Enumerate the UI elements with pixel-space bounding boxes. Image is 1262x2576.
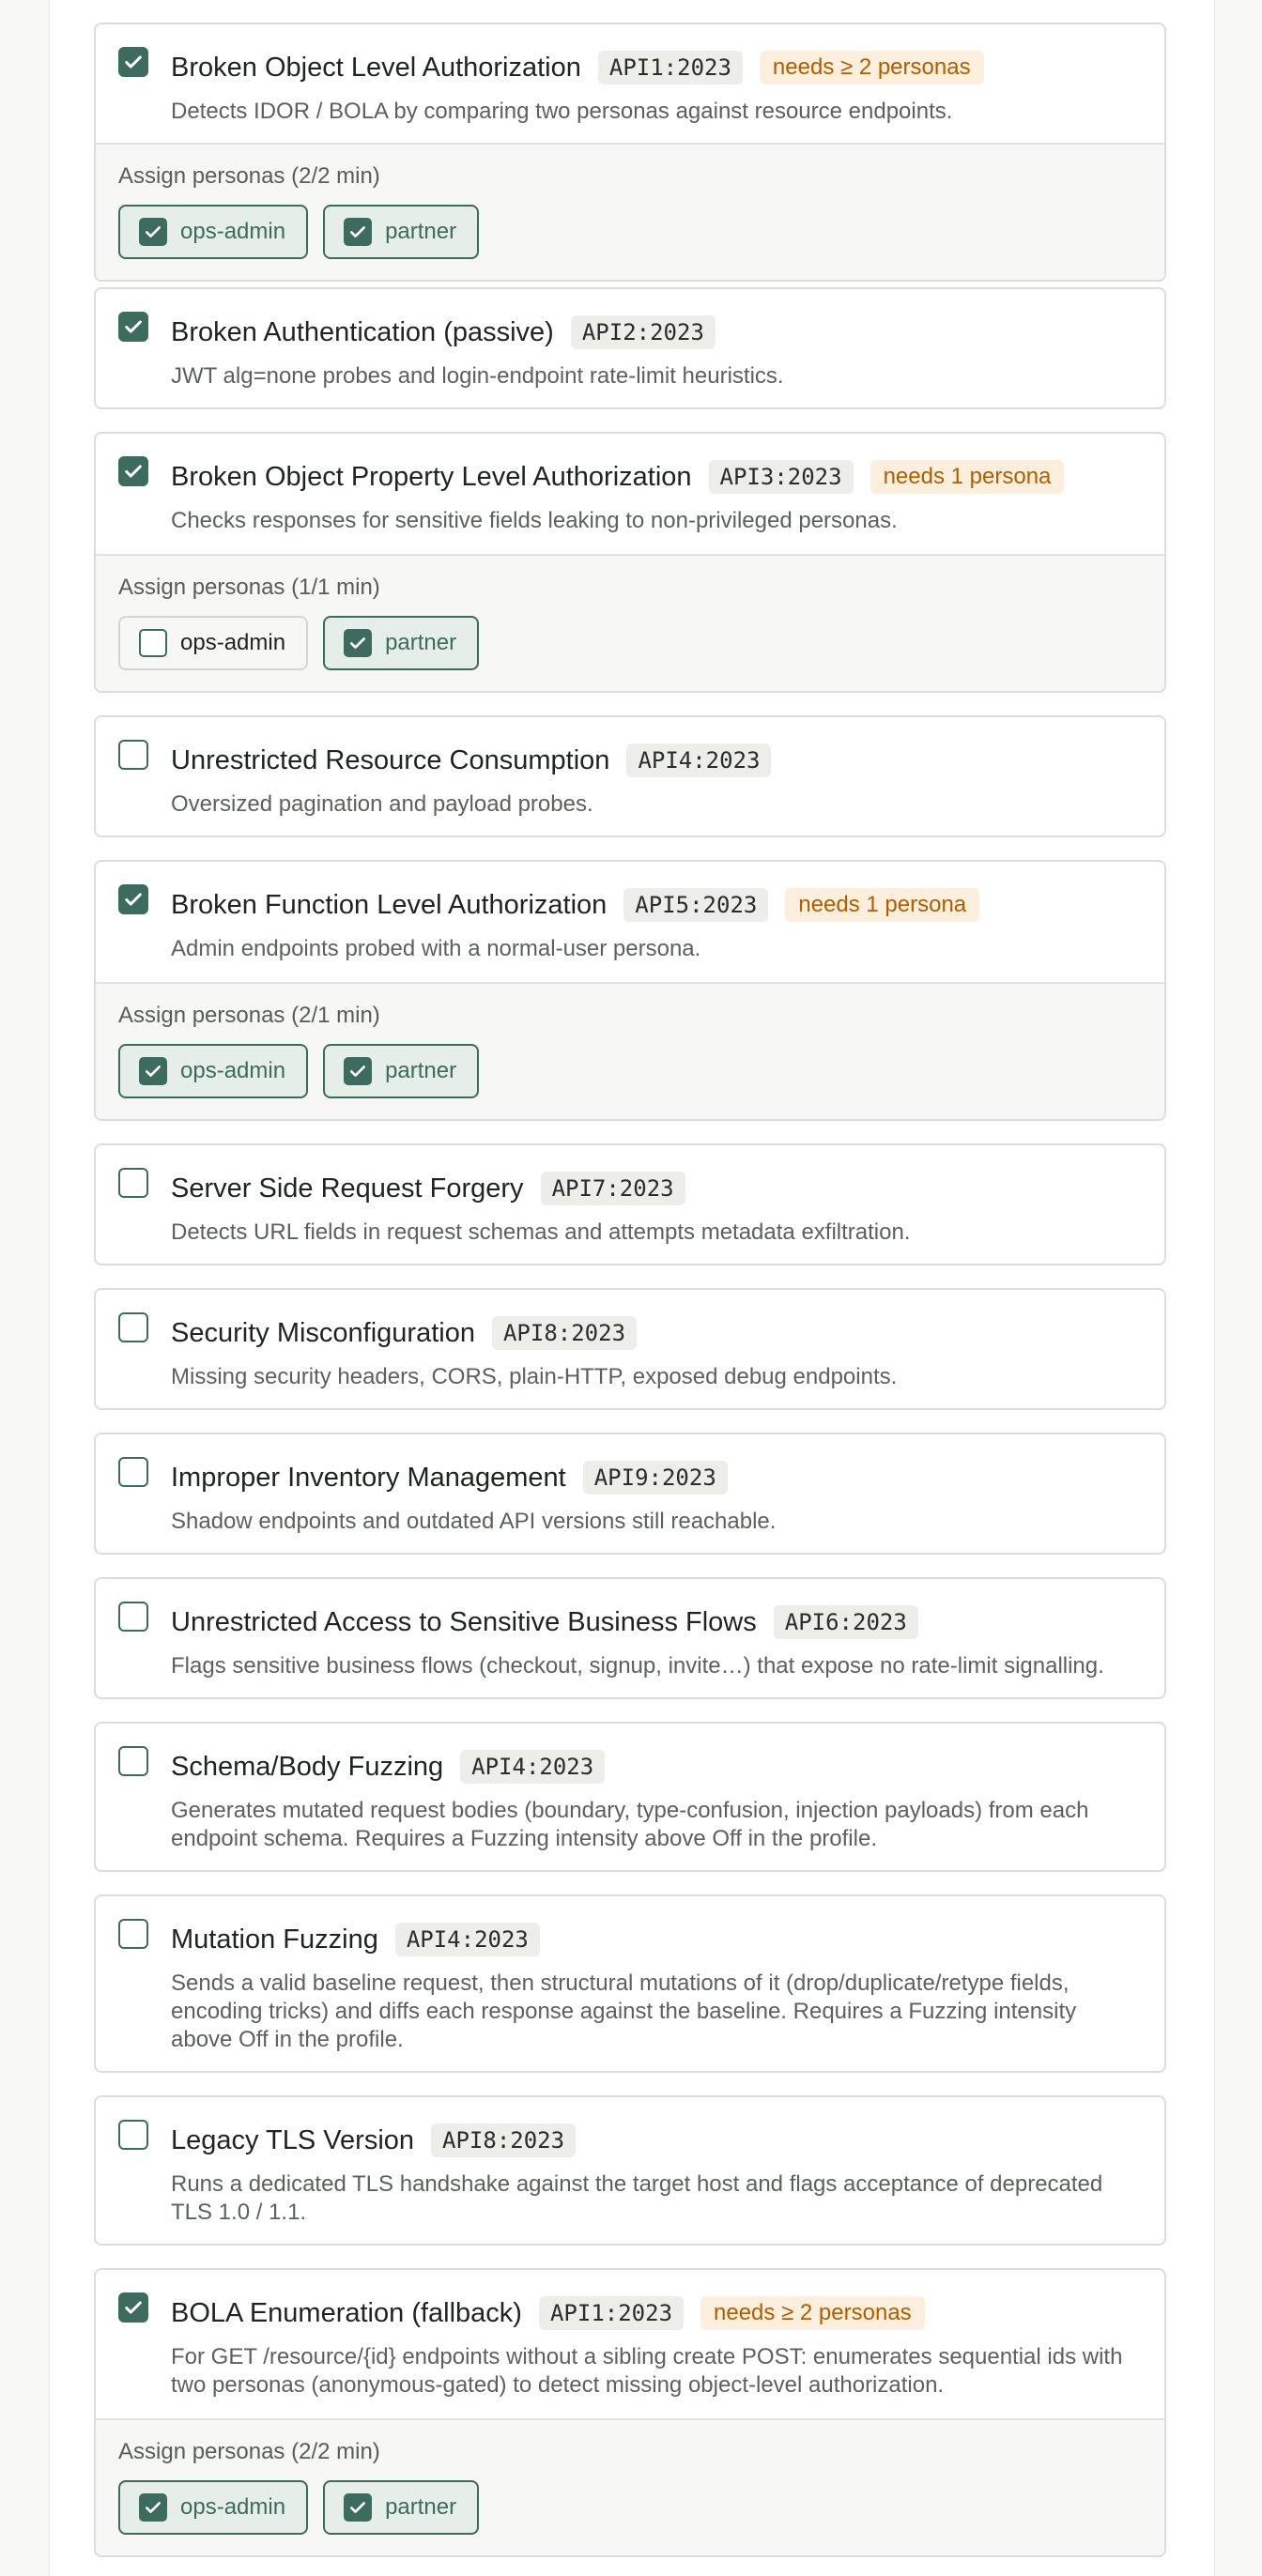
persona-chip-group xyxy=(118,616,479,670)
check-title-row xyxy=(171,1457,728,1498)
check-description: JWT alg=none probes and login-endpoint rate-limit heuristics. xyxy=(171,363,784,389)
persona-requirement-badge: needs 1 persona xyxy=(785,888,979,922)
check-enable-checkbox[interactable] xyxy=(118,1919,148,1949)
check-title: Broken Object Level Authorization xyxy=(171,52,581,83)
check-title: BOLA Enumeration (fallback) xyxy=(171,2297,522,2328)
assign-personas-label: Assign personas (2/1 min) xyxy=(118,1003,380,1028)
persona-chip-partner[interactable] xyxy=(323,616,479,670)
persona-checkbox[interactable] xyxy=(139,218,167,246)
check-description: For GET /resource/{id} endpoints without a sibling create POST: enumerates sequential ids with two personas (anonymous-gated) to detect missing object-level authorization. xyxy=(171,2344,1123,2398)
check-title-row xyxy=(171,2120,576,2161)
check-card-main xyxy=(96,2097,1164,2246)
persona-name: ops-admin xyxy=(180,630,286,655)
check-card-main xyxy=(96,434,1164,560)
persona-checkbox[interactable] xyxy=(139,629,167,657)
check-title: Security Misconfiguration xyxy=(171,1317,475,1348)
check-title: Legacy TLS Version xyxy=(171,2124,415,2155)
check-title-row xyxy=(171,47,984,88)
check-description: Admin endpoints probed with a normal-user persona. xyxy=(171,936,701,961)
check-card xyxy=(94,1433,1166,1555)
check-description: Shadow endpoints and outdated API versions still reachable. xyxy=(171,1509,777,1534)
owasp-code-badge: API8:2023 xyxy=(492,1316,637,1350)
check-title-row xyxy=(171,884,979,926)
check-description: Runs a dedicated TLS handshake against the target host and flags acceptance of deprecated TLS 1.0 / 1.1. xyxy=(171,2171,1103,2225)
persona-chip-ops-admin[interactable] xyxy=(118,205,308,259)
check-card-main xyxy=(96,1896,1164,2073)
owasp-code-badge: API3:2023 xyxy=(709,460,854,494)
owasp-code-badge: API7:2023 xyxy=(541,1172,685,1205)
persona-requirement-badge: needs 1 persona xyxy=(870,460,1065,494)
check-card-main xyxy=(96,1724,1164,1872)
check-title-row xyxy=(171,1602,918,1643)
check-description: Detects URL fields in request schemas and attempts metadata exfiltration. xyxy=(171,1219,911,1245)
check-card-main xyxy=(96,2270,1164,2424)
owasp-code-badge: API9:2023 xyxy=(583,1461,728,1495)
assign-personas-section xyxy=(96,982,1164,1119)
check-card xyxy=(94,1722,1166,1872)
persona-chip-partner[interactable] xyxy=(323,1044,479,1098)
owasp-code-badge: API1:2023 xyxy=(539,2296,684,2330)
persona-name: partner xyxy=(385,2494,457,2520)
check-card xyxy=(94,287,1166,409)
check-card-main xyxy=(96,1579,1164,1699)
check-card-main xyxy=(96,1145,1164,1265)
check-title-row xyxy=(171,1168,685,1209)
assign-personas-section xyxy=(96,143,1164,280)
persona-chip-partner[interactable] xyxy=(323,2480,479,2535)
owasp-code-badge: API4:2023 xyxy=(626,744,771,777)
assign-personas-label: Assign personas (2/2 min) xyxy=(118,2439,380,2464)
check-enable-checkbox[interactable] xyxy=(118,1746,148,1776)
persona-name: ops-admin xyxy=(180,2494,286,2520)
persona-chip-group xyxy=(118,1044,479,1098)
check-description: Generates mutated request bodies (boundary, type-confusion, injection payloads) from each endpoint schema. Requires a Fuzzing intensity above Off in the profile. xyxy=(171,1798,1089,1851)
check-enable-checkbox[interactable] xyxy=(118,2292,148,2323)
check-title: Unrestricted Access to Sensitive Business Flows xyxy=(171,1606,757,1637)
check-card-main xyxy=(96,717,1164,837)
check-title: Server Side Request Forgery xyxy=(171,1173,524,1204)
persona-checkbox[interactable] xyxy=(139,2493,167,2522)
check-enable-checkbox[interactable] xyxy=(118,47,148,77)
check-title: Unrestricted Resource Consumption xyxy=(171,744,610,775)
check-enable-checkbox[interactable] xyxy=(118,1602,148,1632)
check-enable-checkbox[interactable] xyxy=(118,884,148,914)
check-title: Mutation Fuzzing xyxy=(171,1924,378,1955)
check-card xyxy=(94,860,1166,1121)
check-description: Oversized pagination and payload probes. xyxy=(171,791,593,817)
check-enable-checkbox[interactable] xyxy=(118,312,148,342)
check-title: Broken Object Property Level Authorization xyxy=(171,461,692,492)
check-title-row xyxy=(171,1746,605,1787)
check-enable-checkbox[interactable] xyxy=(118,2120,148,2150)
check-title-row xyxy=(171,456,1064,498)
check-enable-checkbox[interactable] xyxy=(118,1457,148,1487)
assign-personas-label: Assign personas (1/1 min) xyxy=(118,575,380,600)
check-card xyxy=(94,1577,1166,1699)
check-description: Missing security headers, CORS, plain-HTTP, exposed debug endpoints. xyxy=(171,1364,898,1389)
check-title: Broken Function Level Authorization xyxy=(171,889,608,920)
persona-chip-group xyxy=(118,205,479,259)
check-description: Sends a valid baseline request, then structural mutations of it (drop/duplicate/retype fields, encoding tricks) and diffs each response against the baseline. Requires a Fuzzing intensity above Off in the profile. xyxy=(171,1970,1077,2052)
check-title: Schema/Body Fuzzing xyxy=(171,1751,444,1782)
check-title-row xyxy=(171,1919,540,1960)
persona-name: partner xyxy=(385,630,457,655)
owasp-code-badge: API4:2023 xyxy=(395,1923,540,1956)
check-card-main xyxy=(96,1434,1164,1555)
persona-checkbox[interactable] xyxy=(344,218,372,246)
check-card xyxy=(94,23,1166,282)
persona-name: ops-admin xyxy=(180,219,286,244)
check-description: Detects IDOR / BOLA by comparing two personas against resource endpoints. xyxy=(171,99,953,124)
check-title-row xyxy=(171,2292,925,2334)
owasp-code-badge: API1:2023 xyxy=(598,51,743,84)
owasp-code-badge: API2:2023 xyxy=(571,315,716,349)
check-enable-checkbox[interactable] xyxy=(118,740,148,770)
check-card xyxy=(94,432,1166,693)
persona-requirement-badge: needs ≥ 2 personas xyxy=(760,51,984,84)
check-description: Flags sensitive business flows (checkout, signup, invite…) that expose no rate-limit signalling. xyxy=(171,1653,1104,1679)
check-title: Broken Authentication (passive) xyxy=(171,316,554,347)
check-title-row xyxy=(171,1312,637,1354)
assign-personas-section xyxy=(96,554,1164,691)
check-card-main xyxy=(96,289,1164,409)
persona-chip-partner[interactable] xyxy=(323,205,479,259)
check-card xyxy=(94,1288,1166,1410)
check-description: Checks responses for sensitive fields leaking to non-privileged personas. xyxy=(171,508,898,533)
persona-name: partner xyxy=(385,219,457,244)
check-title-row xyxy=(171,740,771,781)
persona-checkbox[interactable] xyxy=(344,1057,372,1085)
check-enable-checkbox[interactable] xyxy=(118,1168,148,1198)
check-title: Improper Inventory Management xyxy=(171,1462,566,1493)
check-card xyxy=(94,1894,1166,2073)
owasp-code-badge: API8:2023 xyxy=(431,2124,576,2157)
persona-name: partner xyxy=(385,1058,457,1083)
persona-checkbox[interactable] xyxy=(344,629,372,657)
persona-checkbox[interactable] xyxy=(139,1057,167,1085)
persona-name: ops-admin xyxy=(180,1058,286,1083)
check-card xyxy=(94,2268,1166,2557)
persona-chip-group xyxy=(118,2480,479,2535)
persona-checkbox[interactable] xyxy=(344,2493,372,2522)
persona-chip-ops-admin[interactable] xyxy=(118,2480,308,2535)
check-card-main xyxy=(96,24,1164,148)
check-card xyxy=(94,1143,1166,1265)
owasp-code-badge: API5:2023 xyxy=(623,888,768,922)
check-card xyxy=(94,2095,1166,2246)
persona-chip-ops-admin[interactable] xyxy=(118,1044,308,1098)
persona-chip-ops-admin[interactable] xyxy=(118,616,308,670)
persona-requirement-badge: needs ≥ 2 personas xyxy=(700,2296,925,2330)
assign-personas-label: Assign personas (2/2 min) xyxy=(118,163,380,189)
check-card-main xyxy=(96,1290,1164,1410)
owasp-code-badge: API6:2023 xyxy=(774,1605,918,1639)
assign-personas-section xyxy=(96,2418,1164,2555)
check-title-row xyxy=(171,312,716,353)
check-card xyxy=(94,715,1166,837)
check-enable-checkbox[interactable] xyxy=(118,1312,148,1342)
check-enable-checkbox[interactable] xyxy=(118,456,148,486)
check-card-main xyxy=(96,862,1164,988)
owasp-code-badge: API4:2023 xyxy=(460,1750,605,1784)
